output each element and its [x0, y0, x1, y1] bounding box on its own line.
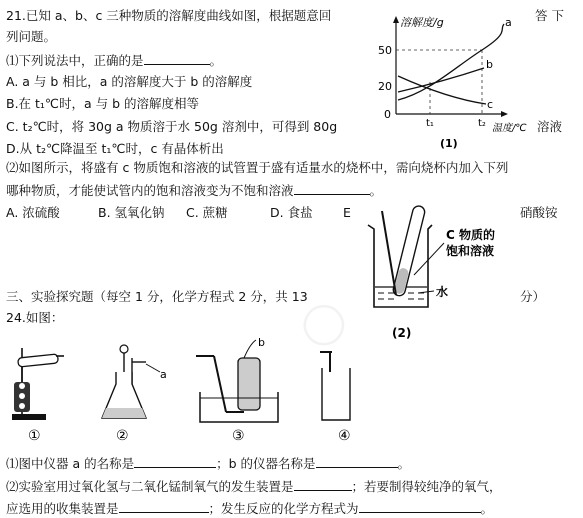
q21-choice-e: E: [343, 205, 351, 220]
watermark: ◯: [290, 291, 354, 355]
curve-c-label: c: [487, 98, 494, 111]
q21-stem: [6, 8, 331, 24]
glass-rod: [382, 211, 396, 295]
apparatus-row: [0, 336, 360, 448]
q24-sub2-text: ⑵实验室用过氧化氢与二氧化锰制氧气的发生装置是: [6, 479, 294, 494]
q21-option-a-text: A. a 与 b 相比，a 的溶解度大于 b 的溶解度: [6, 74, 253, 89]
q21-option-b: [6, 96, 199, 112]
q21-sub1-blank[interactable]: [144, 52, 210, 65]
q24-sub1-blank-b[interactable]: [316, 455, 398, 468]
apparatus-num-4: ④: [338, 428, 351, 444]
curve-b-line: [398, 68, 484, 92]
q24-sub1-text-b: ；b 的仪器名称是: [216, 456, 316, 471]
q21-sub1-end: 。: [209, 53, 223, 68]
leader-solution: [414, 243, 444, 275]
q21-sub2-line2-text: 哪种物质，才能使试管内的饱和溶液变为不饱和溶液: [6, 183, 294, 198]
q21-choice-e-text: 硝酸铵: [520, 205, 558, 220]
beaker-label-1: C 物质的: [446, 228, 495, 242]
apparatus-1: [12, 348, 64, 420]
test-tube: [392, 205, 426, 297]
q24-sub3-end: 。: [480, 501, 494, 516]
beaker-caption: (2): [392, 326, 412, 340]
apparatus-4: [320, 352, 350, 420]
q21-choice-b-wrap: [98, 205, 165, 221]
q21-option-c-text: C. t₂℃时，将 30g a 物质溶于水 50g 溶剂中，可得到 80g: [6, 119, 338, 134]
apparatus-num-1: ①: [28, 428, 41, 444]
beaker-diagram: [360, 203, 520, 348]
graph-tick-50: 50: [378, 44, 392, 57]
q21-option-c: [6, 119, 337, 135]
q21-sub2-blank[interactable]: [294, 182, 370, 195]
graph-caption: (1): [440, 137, 458, 150]
q21-choice-c-wrap: [186, 205, 228, 221]
q21-choice-c: C. 蔗糖: [186, 205, 228, 220]
curve-a-label: a: [505, 16, 512, 29]
apparatus-num-3: ③: [232, 428, 245, 444]
q24-sub1-end: 。: [397, 456, 411, 471]
q24-sub3-blank-b[interactable]: [359, 500, 481, 513]
q21-choice-b: B. 氢氧化钠: [98, 205, 165, 220]
q21-option-d: [6, 141, 224, 157]
q24-sub2-text-b: ；若要制得较纯净的氧气，: [351, 479, 502, 494]
graph-tick-20: 20: [378, 80, 392, 93]
section3-title: [6, 289, 308, 305]
graph-xlabel: 温度/℃: [492, 123, 527, 134]
section3-title-text: 三、实验探究题（每空 1 分，化学方程式 2 分，共 13: [6, 289, 308, 304]
q21-choices: [6, 205, 60, 221]
graph-x-arrow: [501, 111, 508, 117]
q24-label: [6, 310, 63, 326]
section3-title-tail: [520, 289, 545, 305]
q24-sub3: [6, 500, 493, 517]
graph-tick-0: 0: [384, 108, 391, 121]
q21-option-c-tail-text: 溶液: [537, 119, 563, 134]
q24-sub3-text-b: ；发生反应的化学方程式为: [208, 501, 359, 516]
q21-option-a: [6, 74, 252, 90]
apparatus-label-a: a: [160, 368, 167, 381]
graph-ylabel: 溶解度/g: [400, 16, 444, 29]
beaker-label-2: 饱和溶液: [446, 244, 495, 258]
q21-stem-tail-text: 答 下: [535, 8, 564, 23]
q21-sub2-line1-text: ⑵如图所示，将盛有 c 物质饱和溶液的试管置于盛有适量水的烧杯中，需向烧杯内加入下列: [6, 160, 509, 175]
q21-sub1: [6, 52, 222, 69]
section3-title-tail-text: 分）: [520, 289, 546, 304]
graph-y-arrow: [393, 16, 399, 23]
graph-t1: t₁: [426, 118, 434, 129]
q21-choice-a: A. 浓硫酸: [6, 205, 60, 220]
q21-choice-e-wrap: [343, 205, 351, 221]
apparatus-num-2: ②: [116, 428, 129, 444]
q24-sub1: [6, 455, 410, 472]
q21-stem-text: 21.已知 a、b、c 三种物质的溶解度曲线如图，根据题意回: [6, 8, 332, 23]
q21-option-d-text: D.从 t₂℃降温至 t₁℃时，c 有晶体析出: [6, 141, 224, 156]
apparatus-label-b: b: [258, 336, 265, 349]
q24-sub3-blank-a[interactable]: [119, 500, 209, 513]
q21-option-b-text: B.在 t₁℃时，a 与 b 的溶解度相等: [6, 96, 199, 111]
q24-sub1-blank-a[interactable]: [134, 455, 216, 468]
graph-t2: t₂: [478, 118, 486, 129]
q24-sub1-text: ⑴图中仪器 a 的名称是: [6, 456, 135, 471]
apparatus-3: [196, 340, 278, 422]
q24-sub3-text: 应选用的收集装置是: [6, 501, 119, 516]
q21-sub2-line1: [6, 160, 508, 176]
beaker-label-water: 水: [436, 285, 449, 299]
apparatus-2: [102, 345, 160, 418]
curve-b-label: b: [486, 58, 493, 71]
q21-choice-e-text-wrap: [520, 205, 558, 221]
q24-label-text: 24.如图：: [6, 310, 64, 325]
solubility-graph: [374, 6, 542, 151]
q24-sub2: [6, 478, 502, 495]
q21-choice-d: D. 食盐: [270, 205, 313, 220]
q21-sub2-end: 。: [369, 183, 383, 198]
q21-sub2-line2: [6, 182, 382, 199]
q24-sub2-blank[interactable]: [294, 478, 352, 491]
q21-stem-line2: [6, 29, 56, 45]
q21-stem-line2-text: 列问题。: [6, 29, 57, 44]
q21-sub1-text: ⑴下列说法中，正确的是: [6, 53, 144, 68]
q21-choice-d-wrap: [270, 205, 313, 221]
